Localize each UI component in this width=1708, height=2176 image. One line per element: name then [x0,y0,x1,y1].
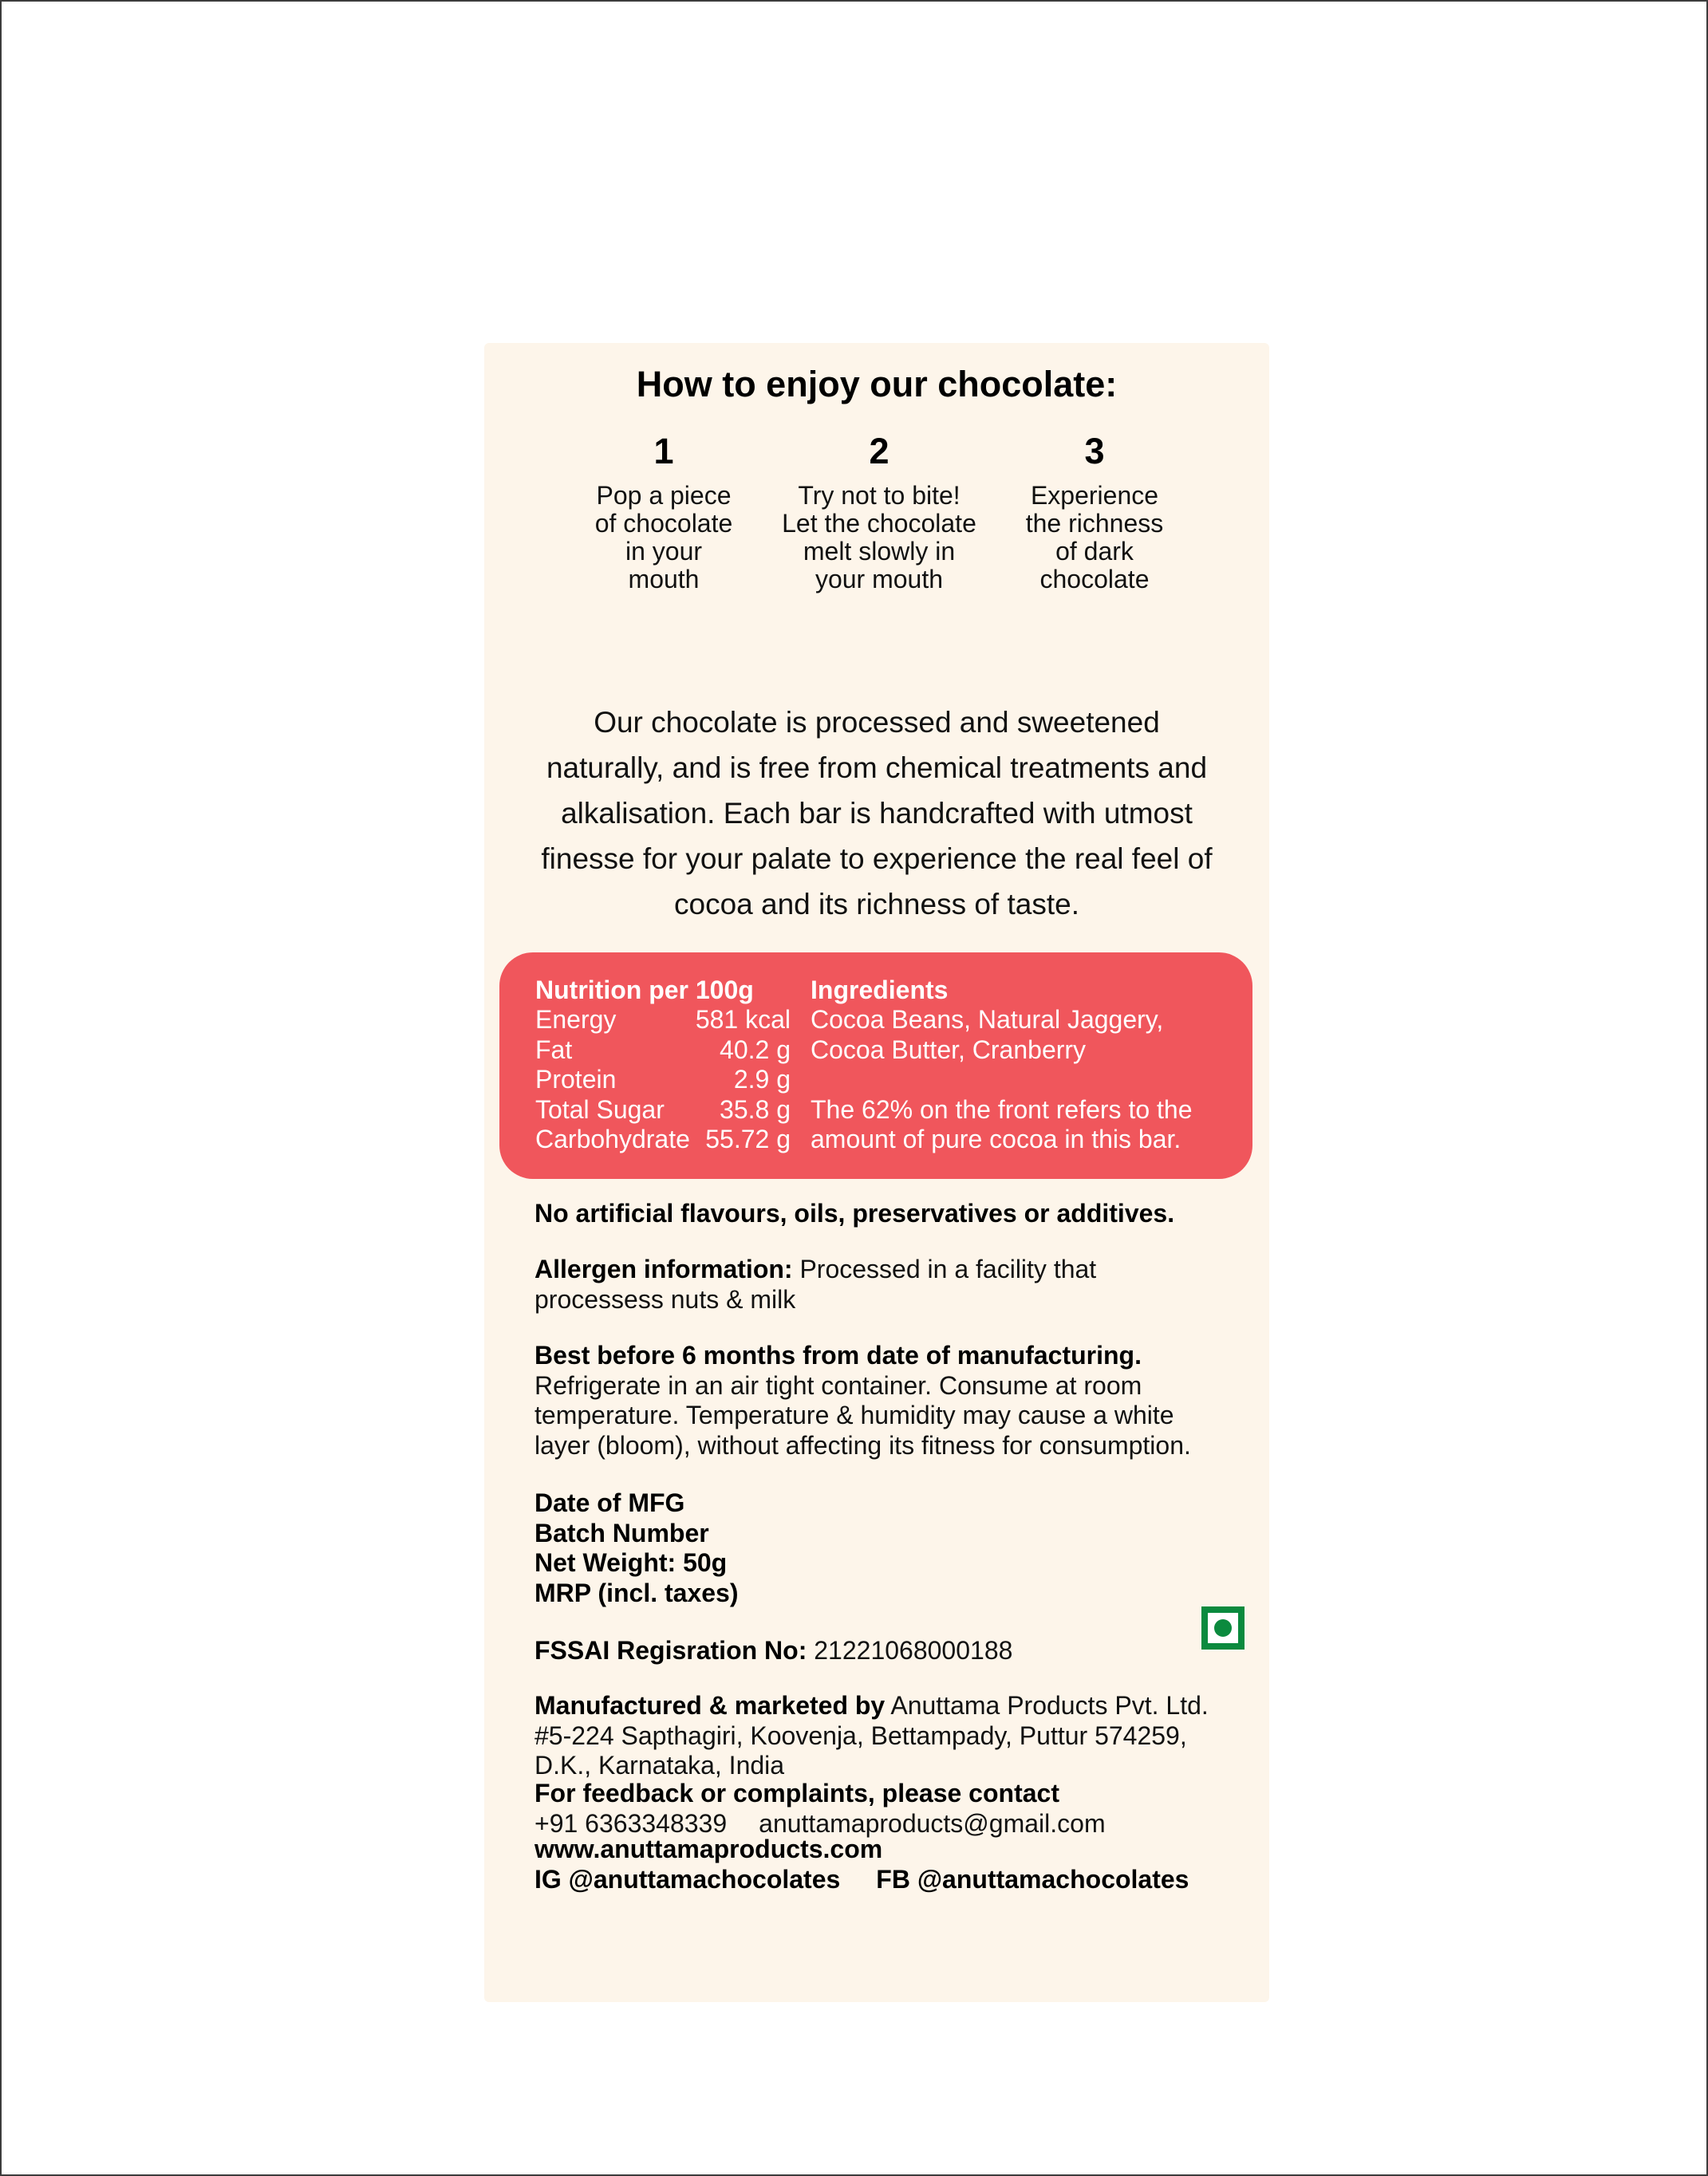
net-weight-label: Net Weight: 50g [534,1548,728,1577]
fssai-number: 21221068000188 [807,1636,1013,1665]
contact-title: For feedback or complaints, please contact [534,1779,1059,1807]
nutrition-title: Nutrition per 100g [535,976,754,1004]
nutrient-label: Carbohydrate [535,1125,690,1153]
contact-info [534,1779,1252,1839]
about-line: alkalisation. Each bar is handcrafted with utmost [561,797,1193,830]
allergen-text-line: processess nuts & milk [534,1284,796,1314]
website-link: www.anuttamaproducts.com [534,1835,883,1863]
about-line: finesse for your palate to experience the real feel of [541,842,1213,875]
nutrition-row [535,1035,791,1066]
facebook-handle: FB @anuttamachocolates [876,1864,1189,1894]
contact-email: anuttamaproducts@gmail.com [759,1808,1106,1838]
step-text-line: chocolate [1039,565,1150,593]
nutrient-value: 581 kcal [695,1005,791,1034]
nutrition-row [535,1095,791,1125]
step-text-line: Pop a piece [596,481,732,510]
step-1 [548,431,779,593]
about-line: Our chocolate is processed and sweetened [594,706,1160,739]
fssai-info [534,1636,1252,1666]
nutrition-ingredients-panel [499,952,1252,1179]
step-text-line: the richness [1025,509,1164,538]
fssai-label: FSSAI Regisration No: [534,1636,807,1665]
ingredients-line: Cocoa Beans, Natural Jaggery, [811,1005,1164,1034]
manufacturer-label: Manufactured & marketed by [534,1691,886,1720]
step-number: 1 [653,431,674,471]
step-text-line: of dark [1055,537,1134,566]
steps-section [484,431,1269,606]
about-line: naturally, and is free from chemical treatments and [546,751,1208,784]
step-text-line: of chocolate [594,509,733,538]
step-number: 3 [1084,431,1105,471]
product-label-card [484,343,1269,2002]
nutrient-label: Energy [535,1005,617,1034]
nutrient-value: 40.2 g [720,1035,791,1064]
ingredients-section [811,975,1233,1155]
batch-info [534,1488,1252,1608]
nutrition-table [535,975,791,1155]
contact-phone: +91 6363348339 [534,1808,728,1838]
address-line: #5-224 Sapthagiri, Koovenja, Bettampady, Puttur 574259, [534,1721,1187,1750]
allergen-label: Allergen information: [534,1255,793,1283]
step-2 [763,431,995,593]
nutrition-row [535,1065,791,1095]
step-text-line: Let the chocolate [782,509,976,538]
best-before-title: Best before 6 months from date of manufacturing. [534,1341,1142,1370]
step-text-line: melt slowly in [803,537,956,566]
nutrition-row [535,1005,791,1035]
nutrient-label: Protein [535,1065,617,1094]
step-number: 2 [869,431,890,471]
claims-line: No artificial flavours, oils, preservatives or additives. [534,1199,1175,1228]
storage-line: temperature. Temperature & humidity may cause a white [534,1401,1174,1429]
how-to-enjoy-heading: How to enjoy our chocolate: [636,364,1118,404]
storage-info [534,1341,1252,1461]
allergen-text: Processed in a facility that [792,1255,1097,1283]
ingredients-line: Cocoa Butter, Cranberry [811,1035,1087,1064]
ingredients-title: Ingredients [811,976,949,1004]
nutrient-value: 35.8 g [720,1094,791,1124]
nutrient-value: 2.9 g [733,1065,791,1094]
step-text-line: mouth [628,565,700,593]
step-text-line: in your [625,537,703,566]
nutrition-row [535,1125,791,1155]
step-text-line: your mouth [815,565,944,593]
mrp-label: MRP (incl. taxes) [534,1578,739,1607]
manufacturer-name: Anuttama Products Pvt. Ltd. [885,1691,1209,1720]
cocoa-note-line: The 62% on the front refers to the [811,1094,1193,1124]
manufacturer-info [534,1691,1252,1781]
instagram-handle: IG @anuttamachocolates [534,1864,841,1894]
step-text-line: Try not to bite! [798,481,961,510]
about-line: cocoa and its richness of taste. [674,888,1079,920]
nutrient-value: 55.72 g [705,1125,791,1153]
nutrient-label: Total Sugar [535,1094,665,1124]
claims-text [534,1199,1252,1229]
allergen-info [534,1255,1252,1315]
step-text-line: Experience [1030,481,1159,510]
step-3 [979,431,1210,593]
nutrient-label: Fat [535,1035,573,1064]
storage-line: Refrigerate in an air tight container. Consume at room [534,1370,1142,1400]
address-line: D.K., Karnataka, India [534,1751,785,1780]
cocoa-note-line: amount of pure cocoa in this bar. [811,1125,1181,1153]
storage-line: layer (bloom), without affecting its fitness for consumption. [534,1430,1191,1460]
batch-number-label: Batch Number [534,1518,709,1547]
social-info [534,1835,1252,1894]
about-paragraph [500,700,1253,927]
date-of-mfg-label: Date of MFG [534,1488,685,1517]
vegetarian-mark-dot [1214,1619,1232,1637]
